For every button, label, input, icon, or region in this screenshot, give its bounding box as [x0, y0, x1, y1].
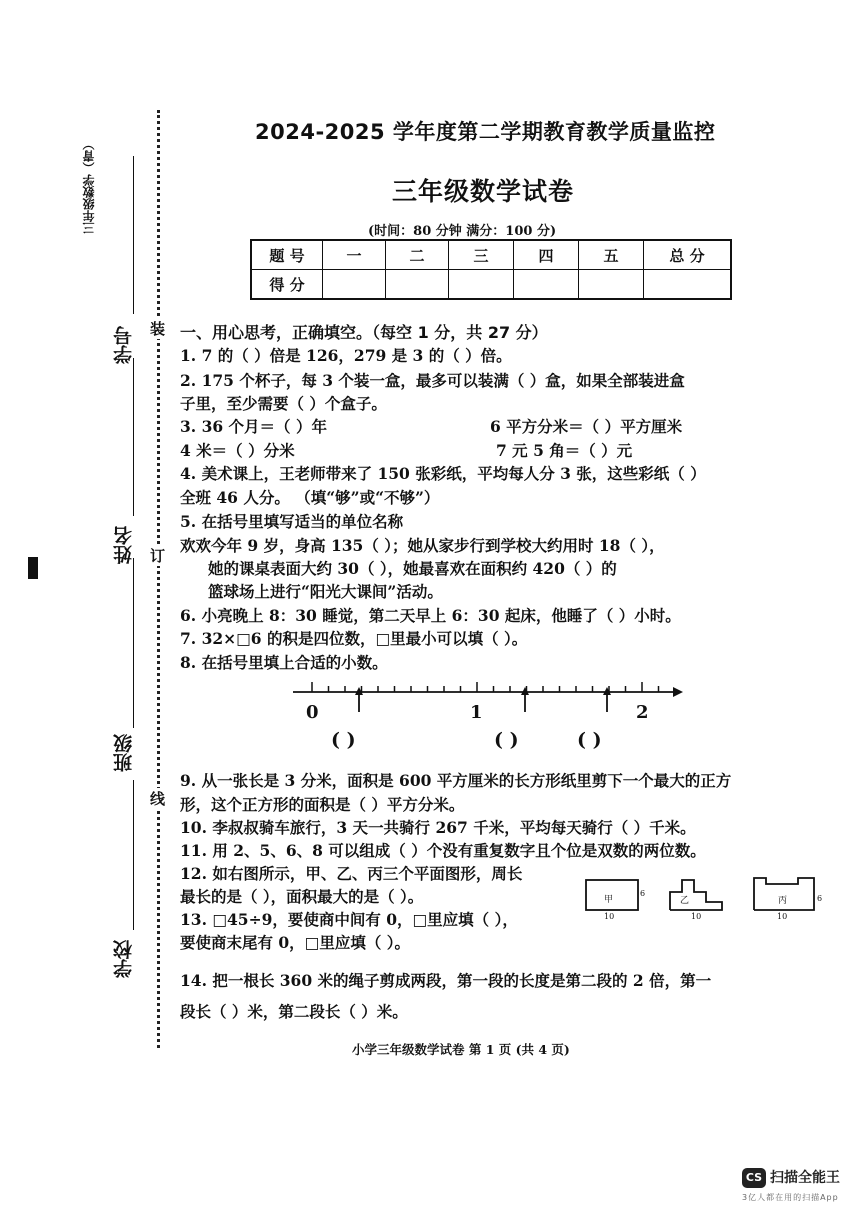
question-line: 8. 在括号里填上合适的小数。: [180, 653, 388, 672]
question-line: 11. 用 2、5、6、8 可以组成（ ）个没有重复数字且个位是双数的两位数。: [180, 841, 706, 860]
answer-slot[interactable]: ( ): [494, 729, 519, 751]
exam-title: 2024-2025 学年度第二学期教育教学质量监控: [255, 120, 716, 144]
score-cell: 四: [514, 240, 579, 270]
question-line: 7 元 5 角＝（ ）元: [496, 441, 633, 460]
question-line: 9. 从一张长是 3 分米，面积是 600 平方厘米的长方形纸里剪下一个最大的正方: [180, 771, 732, 790]
score-cell: 一: [323, 240, 386, 270]
margin-mark: [28, 557, 38, 579]
shape-figures: [582, 866, 832, 926]
question-line: 14. 把一根长 360 米的绳子剪成两段，第一段的长度是第二段的 2 倍，第一: [180, 971, 712, 990]
score-cell: 得 分: [251, 270, 323, 300]
question-line: 2. 175 个杯子，每 3 个装一盒，最多可以装满（ ）盒，如果全部装进盒: [180, 371, 685, 390]
binding-line: [157, 110, 160, 1048]
shape-base-label: 10: [777, 912, 788, 921]
question-line: 6. 小亮晚上 8：30 睡觉，第二天早上 6：30 起床，他睡了（ ）小时。: [180, 606, 681, 625]
question-line: 全班 46 人分。 （填“够”或“不够”）: [180, 488, 440, 507]
question-line: 子里，至少需要（ ）个盒子。: [180, 394, 387, 413]
name-line: [133, 358, 134, 516]
question-line: 6 平方分米＝（ ）平方厘米: [490, 417, 683, 436]
shape-height-label: 6: [817, 894, 823, 903]
answer-slot[interactable]: ( ): [577, 729, 602, 751]
question-line: 7. 32×□6 的积是四位数，□里最小可以填（ ）。: [180, 629, 528, 648]
question-line: 最长的是（ ），面积最大的是（ ）。: [180, 887, 424, 906]
score-empty-cell[interactable]: [514, 270, 579, 300]
question-line: 篮球场上进行“阳光大课间”活动。: [208, 582, 443, 601]
school-line: [133, 780, 134, 930]
score-empty-cell[interactable]: [644, 270, 732, 300]
student-id-label: 学号: [113, 326, 135, 364]
class-line: [133, 558, 134, 728]
answer-slot[interactable]: ( ): [331, 729, 356, 751]
shape-base-label: 10: [604, 912, 615, 921]
camscanner-tagline: 3亿人都在用的扫描App: [742, 1193, 839, 1202]
score-cell: 二: [386, 240, 449, 270]
binding-zhuang: 装: [150, 320, 166, 338]
question-line: 5. 在括号里填写适当的单位名称: [180, 512, 404, 531]
shape-name-jia: 甲: [604, 895, 614, 905]
number-line: [285, 678, 695, 723]
score-empty-cell[interactable]: [579, 270, 644, 300]
number-label-0: 0: [306, 702, 319, 723]
binding-xian: 线: [150, 790, 166, 808]
class-label: 班级: [113, 734, 135, 772]
number-label-2: 2: [636, 702, 649, 723]
question-line: 她的课桌表面大约 30（ ），她最喜欢在面积约 420（ ）的: [208, 559, 617, 578]
question-line: 4 米＝（ ）分米: [180, 441, 295, 460]
shape-name-bing: 丙: [778, 896, 788, 906]
question-line: 3. 36 个月＝（ ）年: [180, 417, 327, 436]
score-empty-cell[interactable]: [323, 270, 386, 300]
section-heading: 一、用心思考，正确填空。（每空 1 分，共 27 分）: [180, 323, 548, 342]
edition-label: 三年级数学（青）: [82, 138, 96, 234]
page-footer: 小学三年级数学试卷 第 1 页 (共 4 页): [352, 1042, 570, 1057]
name-label: 姓名: [113, 526, 135, 564]
question-line: 12. 如右图所示，甲、乙、丙三个平面图形，周长: [180, 864, 523, 883]
number-label-1: 1: [470, 702, 483, 723]
score-empty-cell[interactable]: [386, 270, 449, 300]
shape-base-label: 10: [691, 912, 702, 921]
question-line: 欢欢今年 9 岁，身高 135（ ）；她从家步行到学校大约用时 18（ ），: [180, 536, 665, 555]
question-line: 13. □45÷9，要使商中间有 0，□里应填（ ），: [180, 910, 518, 929]
question-line: 4. 美术课上，王老师带来了 150 张彩纸，平均每人分 3 张，这些彩纸（ ）: [180, 464, 706, 483]
binding-ding: 订: [150, 547, 166, 565]
question-line: 段长（ ）米，第二段长（ ）米。: [180, 1002, 408, 1021]
score-table: [250, 239, 732, 300]
shape-name-yi: 乙: [680, 896, 690, 906]
question-line: 要使商末尾有 0，□里应填（ ）。: [180, 933, 410, 952]
score-header-row: [251, 240, 731, 270]
shape-height-label: 6: [640, 889, 646, 898]
score-cell: 总 分: [644, 240, 732, 270]
time-info: (时间：80 分钟 满分：100 分): [368, 224, 557, 239]
score-empty-cell[interactable]: [449, 270, 514, 300]
exam-subtitle: 三年级数学试卷: [392, 177, 575, 206]
score-cell: 五: [579, 240, 644, 270]
score-cell: 三: [449, 240, 514, 270]
question-line: 1. 7 的（ ）倍是 126，279 是 3 的（ ）倍。: [180, 346, 512, 365]
student-id-line: [133, 156, 134, 314]
camscanner-logo: CS: [742, 1168, 766, 1188]
school-label: 学校: [113, 940, 135, 978]
score-cell: 题 号: [251, 240, 323, 270]
score-value-row: [251, 270, 731, 300]
question-line: 形，这个正方形的面积是（ ）平方分米。: [180, 795, 465, 814]
camscanner-name: 扫描全能王: [770, 1170, 840, 1186]
question-line: 10. 李叔叔骑车旅行，3 天一共骑行 267 千米，平均每天骑行（ ）千米。: [180, 818, 696, 837]
